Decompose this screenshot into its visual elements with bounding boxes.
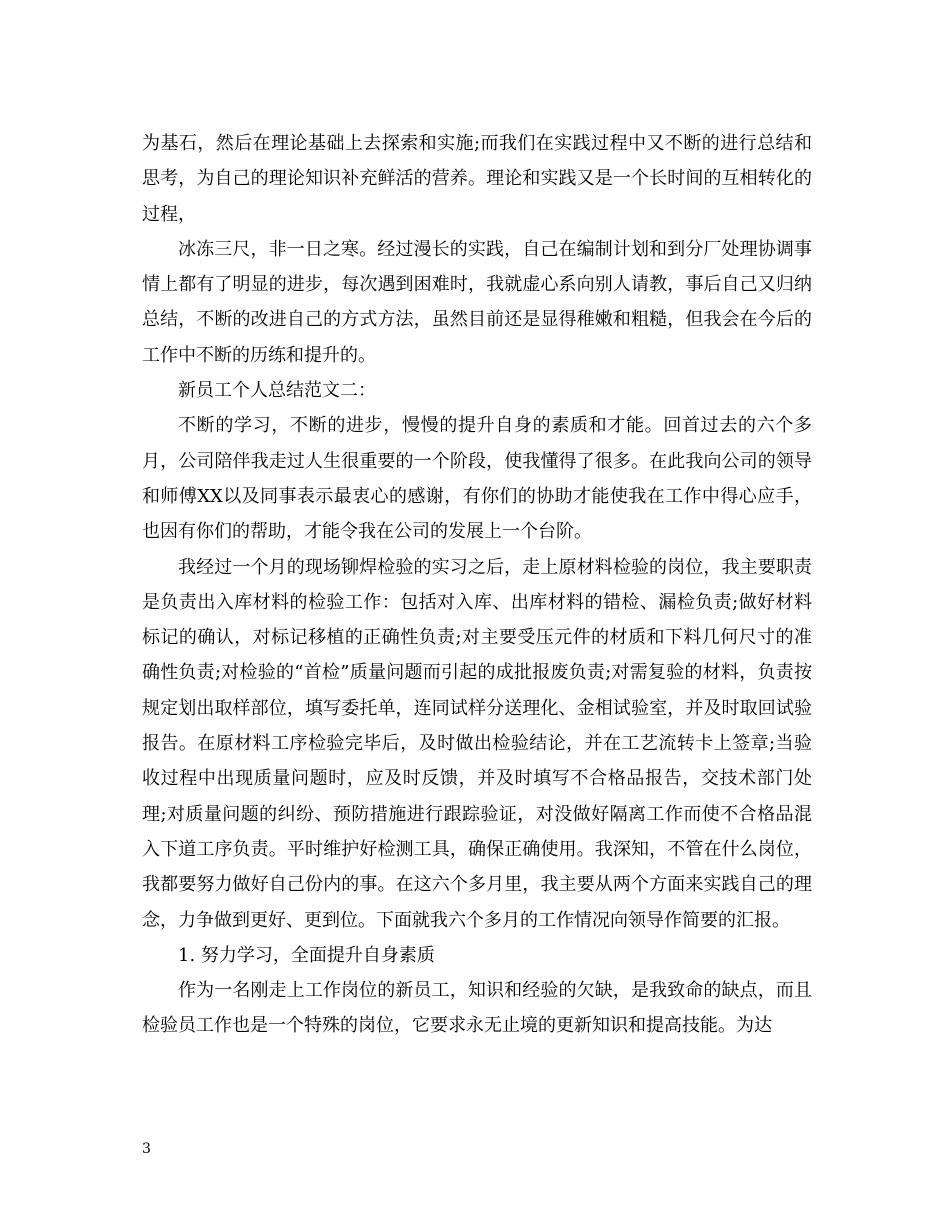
document-body bbox=[142, 126, 812, 1044]
paragraph-duties: 我经过一个月的现场铆焊检验的实习之后，走上原材料检验的岗位，我主要职责是负责出入库材料的检验工作：包括对入库、出库材料的错检、漏检负责;做好材料标记的确认，对标记移植的正确性负责;对主要受压元件的材质和下料几何尺寸的准确性负责;对检验的“首检”质量问题而引起的成批报废负责;对需复验的材料，负责按规定划出取样部位，填写委托单，连同试样分送理化、金相试验室，并及时取回试验报告。在原材料工序检验完毕后，及时做出检验结论，并在工艺流转卡上签章;当验收过程中出现质量问题时，应及时反馈，并及时填写不合格品报告，交技术部门处理;对质量问题的纠纷、预防措施进行跟踪验证，对没做好隔离工作而使不合格品混入下道工序负责。平时维护好检测工具，确保正确使用。我深知，不管在什么岗位，我都要努力做好自己份内的事。在这六个多月里，我主要从两个方面来实践自己的理念，力争做到更好、更到位。下面就我六个多月的工作情况向领导作简要的汇报。 bbox=[142, 556, 812, 931]
paragraph-continuation: 为基石，然后在理论基础上去探索和实施;而我们在实践过程中又不断的进行总结和思考，为自己的理论知识补充鲜活的营养。理论和实践又是一个长时间的互相转化的过程， bbox=[142, 133, 812, 225]
section-heading: 新员工个人总结范文二： bbox=[178, 380, 376, 402]
paragraph-study: 作为一名刚走上工作岗位的新员工，知识和经验的欠缺，是我致命的缺点，而且检验员工作也是一个特殊的岗位，它要求永无止境的更新知识和提高技能。为达 bbox=[142, 980, 812, 1037]
paragraph-practice: 冰冻三尺，非一日之寒。经过漫长的实践，自己在编制计划和到分厂处理协调事情上都有了明显的进步，每次遇到困难时，我就虚心系向别人请教，事后自己又归纳总结，不断的改进自己的方式方法，虽然目前还是显得稚嫩和粗糙，但我会在今后的工作中不断的历练和提升的。 bbox=[142, 238, 812, 366]
paragraph-intro: 不断的学习，不断的进步，慢慢的提升自身的素质和才能。回首过去的六个多月，公司陪伴我走过人生很重要的一个阶段，使我懂得了很多。在此我向公司的领导和师傅XX以及同事表示最衷心的感谢，有你们的协助才能使我在工作中得心应手，也因有你们的帮助，才能令我在公司的发展上一个台阶。 bbox=[142, 415, 812, 543]
subheading-study: 1. 努力学习，全面提升自身素质 bbox=[178, 944, 435, 966]
page-number: 3 bbox=[142, 1141, 151, 1157]
